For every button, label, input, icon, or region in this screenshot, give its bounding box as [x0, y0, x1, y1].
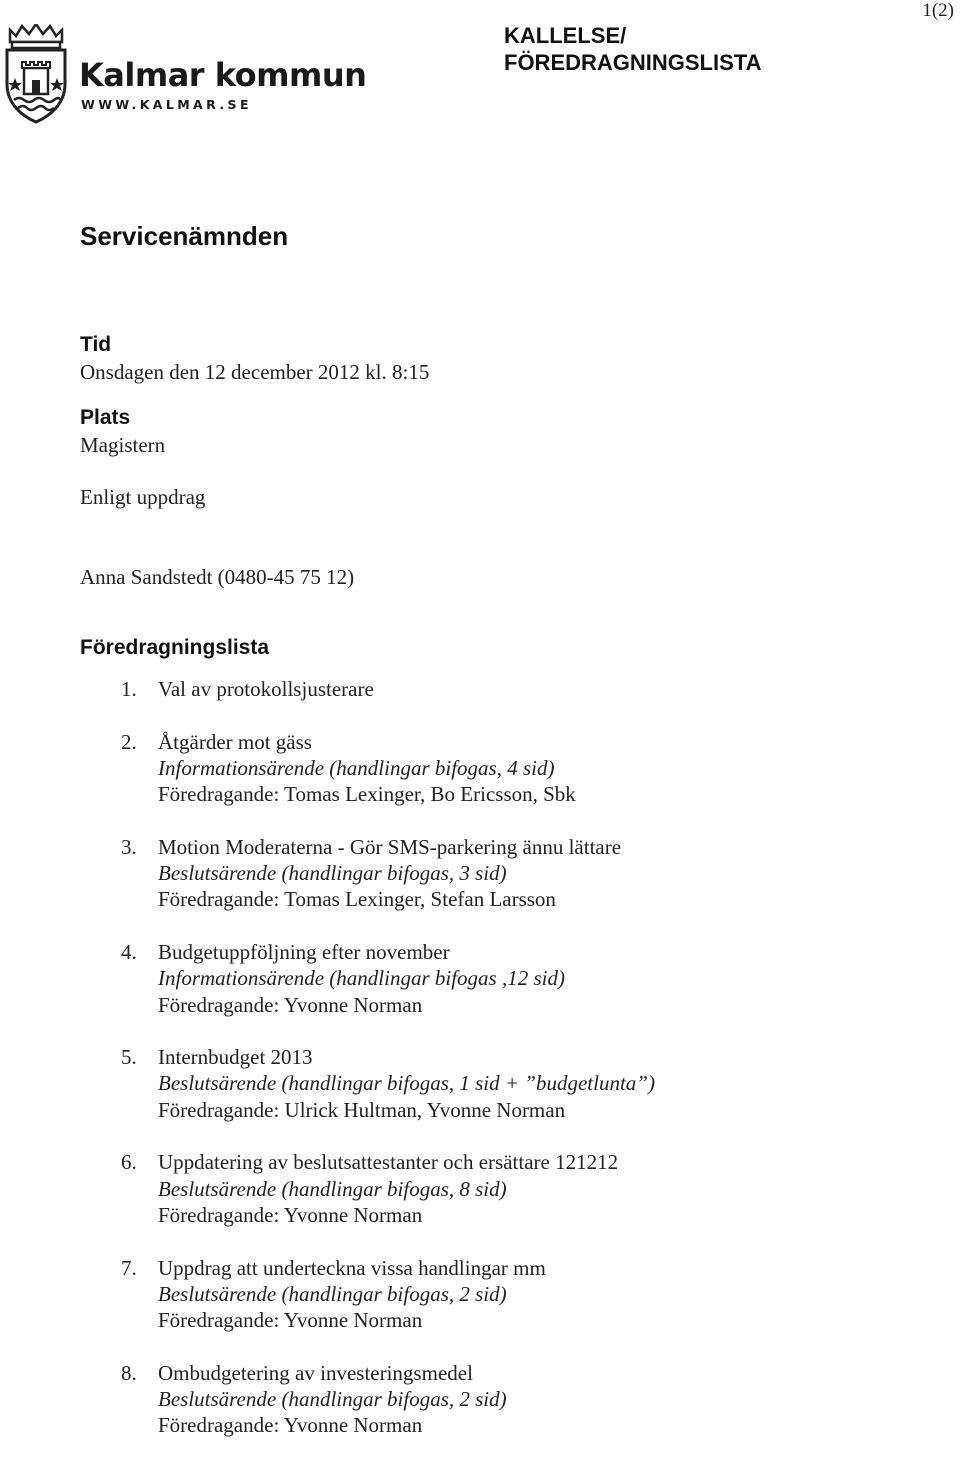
agenda-item — [121, 834, 655, 913]
document-type-line-2: FÖREDRAGNINGSLISTA — [504, 50, 762, 75]
coat-of-arms-icon — [2, 24, 70, 124]
agenda-item-presenter: Föredragande: Yvonne Norman — [158, 1308, 423, 1333]
agenda-item-title: Åtgärder mot gäss — [158, 729, 312, 754]
agenda-item — [121, 1044, 655, 1123]
contact-text: Anna Sandstedt (0480-45 75 12) — [80, 565, 355, 589]
agenda-item-title: Motion Moderaterna - Gör SMS-parkering ännu lättare — [158, 834, 622, 859]
agenda-item-number: 1. — [121, 677, 137, 701]
agenda-item-type: Beslutsärende (handlingar bifogas, 1 sid + ”budgetlunta”) — [158, 1071, 655, 1096]
agenda-item-number: 8. — [121, 1360, 137, 1385]
agenda-item-number: 2. — [121, 729, 137, 754]
agenda-item-presenter: Föredragande: Ulrick Hultman, Yvonne Norman — [158, 1097, 566, 1122]
agenda-item — [121, 676, 655, 702]
time-value: Onsdagen den 12 december 2012 kl. 8:15 — [80, 360, 430, 384]
attendance-text: Enligt uppdrag — [80, 485, 206, 509]
org-name: Kalmar kommun — [79, 56, 367, 94]
agenda-item — [121, 729, 655, 808]
agenda-item-type: Beslutsärende (handlingar bifogas, 2 sid) — [158, 1281, 507, 1306]
time-label: Tid — [80, 333, 112, 356]
agenda-item-type: Beslutsärende (handlingar bifogas, 8 sid) — [158, 1176, 507, 1201]
agenda-item — [121, 1149, 655, 1228]
agenda-item-type: Beslutsärende (handlingar bifogas, 3 sid) — [158, 861, 507, 886]
agenda-title: Föredragningslista — [80, 636, 270, 659]
agenda-item-title: Val av protokollsjusterare — [158, 677, 374, 701]
kalmar-kommun-logo — [2, 24, 367, 128]
agenda-item-title: Internbudget 2013 — [158, 1045, 313, 1070]
agenda-item-number: 6. — [121, 1150, 137, 1175]
document-type-line-1: KALLELSE/ — [504, 23, 627, 48]
agenda-item-title: Uppdatering av beslutsattestanter och ersättare 121212 — [158, 1150, 619, 1175]
agenda-item-type: Informationsärende (handlingar bifogas ,12 sid) — [158, 966, 565, 991]
agenda-item — [121, 939, 655, 1018]
agenda-item-number: 4. — [121, 939, 137, 964]
page-number: 1(2) — [922, 0, 954, 21]
agenda-item-presenter: Föredragande: Tomas Lexinger, Stefan Larsson — [158, 887, 556, 912]
agenda-item-number: 7. — [121, 1255, 137, 1280]
agenda-item-presenter: Föredragande: Yvonne Norman — [158, 1413, 423, 1438]
agenda-item-title: Budgetuppföljning efter november — [158, 939, 450, 964]
agenda-item-presenter: Föredragande: Yvonne Norman — [158, 1202, 423, 1227]
place-value: Magistern — [80, 433, 166, 457]
agenda-item-number: 3. — [121, 834, 137, 859]
agenda-list — [121, 676, 655, 1465]
org-url: WWW.KALMAR.SE — [81, 97, 252, 112]
agenda-item-type: Beslutsärende (handlingar bifogas, 2 sid) — [158, 1387, 507, 1412]
agenda-item-type: Informationsärende (handlingar bifogas, 4 sid) — [158, 755, 555, 780]
agenda-item-title: Ombudgetering av investeringsmedel — [158, 1360, 473, 1385]
agenda-item — [121, 1360, 655, 1439]
committee-title: Servicenämnden — [80, 221, 289, 251]
agenda-item-title: Uppdrag att underteckna vissa handlingar mm — [158, 1255, 546, 1280]
agenda-item-presenter: Föredragande: Tomas Lexinger, Bo Ericsson, Sbk — [158, 782, 576, 807]
agenda-item-number: 5. — [121, 1045, 137, 1070]
agenda-item-presenter: Föredragande: Yvonne Norman — [158, 992, 423, 1017]
agenda-item — [121, 1255, 655, 1334]
document-type — [504, 22, 761, 76]
place-label: Plats — [80, 406, 131, 429]
